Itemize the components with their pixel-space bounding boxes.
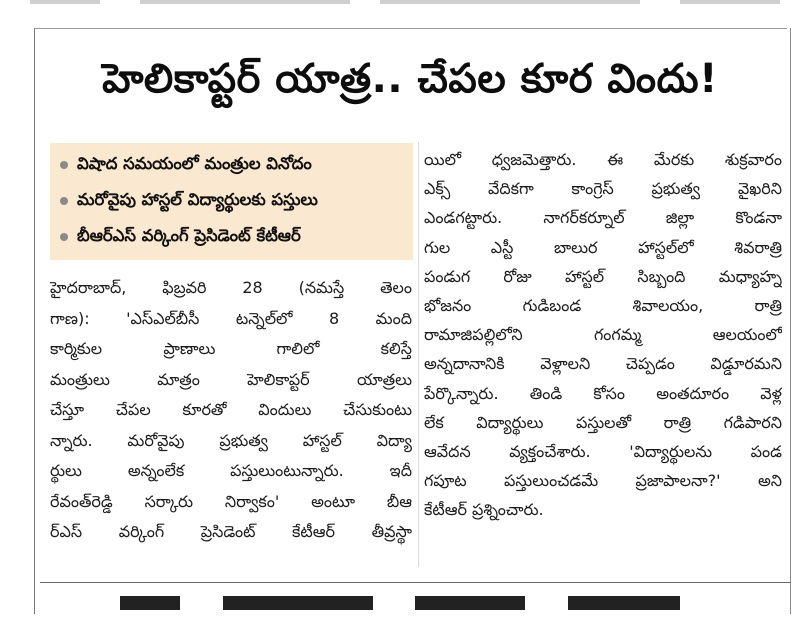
highlight-item: [60, 183, 407, 219]
highlight-text: బీఆర్ఎస్ వర్కింగ్ ప్రెసిడెంట్ కేటీఆర్: [77, 225, 301, 245]
body-line: గపూట పస్తులుంచడమే ప్రజాపాలనా?' అని: [424, 471, 782, 491]
body-line: హైదరాబాద్, ఫిబ్రవరి 28 (నమస్తే తెలం: [50, 278, 412, 297]
highlight-text: మరోవైపు హాస్టల్ విద్యార్థులకు పస్తులు: [77, 189, 318, 209]
body-column-left: [50, 273, 412, 548]
clipped-text-fragment: [30, 0, 100, 4]
body-line: రేవంత్‌రెడ్డి సర్కారు నిర్వాకం' అంటూ బీఆ: [50, 491, 412, 511]
body-line: ఎక్స్ వేదికగా కాంగ్రెస్ ప్రభుత్వ వైఖరిని: [424, 179, 782, 199]
body-line: రామాజిపల్లిలోని గంగమ్మ ఆలయంలో: [424, 325, 782, 345]
column-rule: [790, 28, 791, 614]
clipped-text-fragment: [120, 596, 180, 610]
body-line: మంత్రులు మాత్రం హెలికాప్టర్ యాత్రలు: [50, 369, 412, 389]
next-article-headline-clipped: [120, 596, 680, 618]
body-column-right: [424, 145, 782, 525]
body-line: ఎండగట్టారు. నాగర్‌కర్నూల్ జిల్లా కొండనా: [424, 208, 782, 228]
body-line: ర్థులు అన్నంలేక పస్తులుంటున్నారు. ఇదీ: [50, 461, 412, 480]
clipped-text-fragment: [140, 0, 350, 4]
bullet-icon: [60, 233, 68, 241]
previous-article-edge: [0, 0, 800, 6]
clipped-text-fragment: [680, 0, 780, 4]
body-line: ర్ఎస్ వర్కింగ్ ప్రెసిడెంట్ కేటీఆర్ తీవ్రస్థా: [50, 522, 412, 541]
body-line: కేటీఆర్ ప్రశ్నించారు.: [424, 500, 544, 520]
body-line: గుల ఎస్టీ బాలుర హాస్టల్‌లో శివరాత్రి: [424, 237, 782, 257]
bullet-icon: [60, 197, 68, 205]
body-line: కార్మికుల ప్రాణాలు గాలిలో కలిస్తే: [50, 339, 412, 358]
body-line: పేర్కొన్నారు. తిండి కోసం అంతదూరం వెళ్ల: [424, 383, 782, 403]
column-divider: [418, 142, 419, 567]
article-headline: హెలికాప్టర్ యాత్ర.. చేపల కూర విందు!: [102, 56, 718, 102]
clipped-text-fragment: [415, 596, 525, 610]
body-line: ఆవేదన వ్యక్తంచేశారు. 'విద్యార్థులను పండ: [424, 442, 782, 462]
body-line: పండుగ రోజు హాస్టల్ సిబ్బంది మధ్యాహ్న: [424, 266, 782, 286]
highlight-item: [60, 147, 407, 183]
body-line: లేక విద్యార్థులు పస్తులతో రాత్రి గడిపారని: [424, 412, 782, 432]
highlight-item: [60, 219, 407, 255]
highlights-box: [50, 143, 413, 260]
body-line: యిలో ధ్వజమెత్తారు. ఈ మేరకు శుక్రవారం: [424, 150, 782, 169]
body-line: చేస్తూ చేపల కూరతో విందులు చేసుకుంటు: [50, 400, 412, 419]
body-line: గాణ): 'ఎస్ఎల్‌బీసీ టన్నెల్‌లో 8 మంది: [50, 308, 412, 328]
body-line: న్నారు. మరోవైపు ప్రభుత్వ హాస్టల్ విద్యా: [50, 430, 412, 450]
body-line: భోజనం గుడిబండ శివాలయం, రాత్రి: [424, 296, 782, 316]
clipped-text-fragment: [380, 0, 640, 4]
highlight-text: విషాద సమయంలో మంత్రుల వినోదం: [77, 153, 312, 173]
body-line: అన్నదానానికి వెళ్లాలని చెప్పడం విడ్డూరమని: [424, 354, 782, 374]
clipped-text-fragment: [223, 596, 373, 610]
bullet-icon: [60, 161, 68, 169]
article-bottom-rule: [40, 582, 790, 583]
clipped-text-fragment: [568, 596, 680, 610]
